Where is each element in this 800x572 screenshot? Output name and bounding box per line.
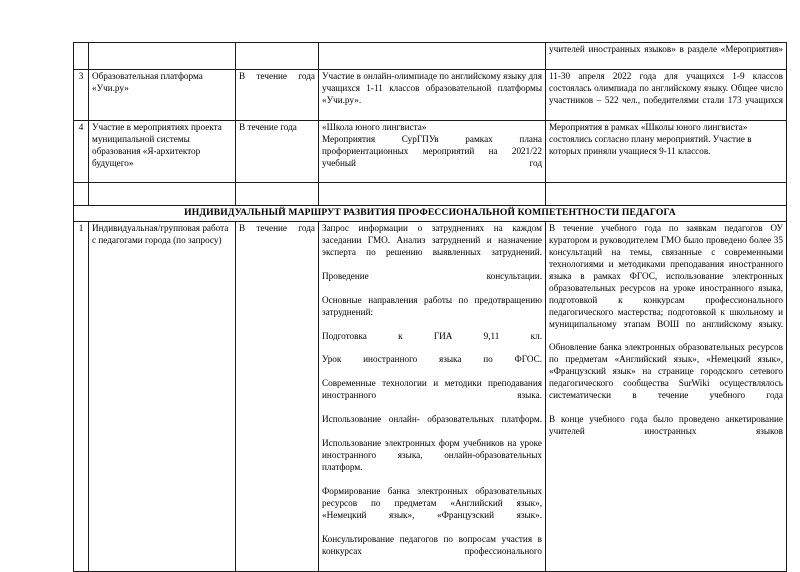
paragraph: Обновление банка электронных образовательных ресурсов по предметам «Английский язык», «Немецкий язык», «Французский язык» на странице городского сетевого педагогического сообщества SurWiki осуществлялось систематически в течение учебного года <box>549 342 783 401</box>
result-paragraph-list <box>549 223 783 450</box>
result-text: 11-30 апреля 2022 года для учащихся 1-9 классов состоялась олимпиада по английскому языку. Общее число участников – 522 чел., победителями стали 173 учащихся <box>549 70 783 105</box>
activity-cell <box>89 43 236 70</box>
table-row-continuation <box>74 43 787 70</box>
spacer-cell-description <box>319 183 546 206</box>
activity-text: Участие в мероприятиях проекта муниципальной системы образования «Я-архитектор будущего» <box>92 121 222 168</box>
result-text: Мероприятия в рамках «Школы юного лингвиста» состоялись согласно плану мероприятий. Участие в которых приняли учащиеся 9-11 классов. <box>549 121 752 156</box>
result-cell <box>546 221 787 571</box>
table-row <box>74 69 787 120</box>
timeframe-cell <box>236 43 319 70</box>
description-paragraph-list <box>322 223 542 570</box>
paragraph: Подготовка к ГИА 9,11 кл. <box>322 330 542 341</box>
row-number-cell <box>74 221 89 571</box>
paragraph: Основные направления работы по предотвращению затруднений: <box>322 294 542 317</box>
description-cell <box>319 221 546 571</box>
result-cell <box>546 120 787 183</box>
activity-text: Образовательная платформа «Учи.ру» <box>92 70 203 93</box>
activity-text: Индивидуальная/групповая работа с педагогами города (по запросу) <box>92 222 229 245</box>
paragraph: Урок иностранного языка по ФГОС. <box>322 354 542 365</box>
paragraph: Современные технологии и методики преподавания иностранного языка. <box>322 378 542 401</box>
description-text: Участие в онлайн-олимпиаде по английскому языку для учащихся 1-11 классов образовательной платформы «Учи.ру». <box>322 70 542 105</box>
section-heading-cell <box>74 206 787 221</box>
paragraph: Проведение консультации. <box>322 270 542 281</box>
timeframe-text: В течение года <box>239 70 315 81</box>
paragraph: Формирование банка электронных образовательных ресурсов по предметам «Английский язык», «Немецкий язык», «Французский язык». <box>322 485 542 520</box>
description-text-line-1: «Школа юного лингвиста» <box>322 121 427 132</box>
activities-table <box>73 42 787 572</box>
activity-cell <box>89 69 236 120</box>
paragraph: Запрос информации о затруднениях на каждом заседании ГМО. Анализ затруднений и назначение эксперта по решению выявленных затруднений. <box>322 222 542 257</box>
row-number-cell <box>74 120 89 183</box>
table-viewport <box>73 42 786 556</box>
spacer-cell-activity <box>89 183 236 206</box>
section-heading-text: ИНДИВИДУАЛЬНЫЙ МАРШРУТ РАЗВИТИЯ ПРОФЕССИОНАЛЬНОЙ КОМПЕТЕНТНОСТИ ПЕДАГОГА <box>184 207 676 219</box>
description-cell <box>319 69 546 120</box>
table-row-spacer <box>74 183 787 206</box>
paragraph: В течение учебного года по заявкам педагогов ОУ куратором и руководителем ГМО было проведено более 35 консультаций на темы, связанные с современными технологиями и методиками преподавания иностранного языка в рамках ФГОС, использование электронных образовательных ресурсов на уроке иностранного языка, подготовкой к конкурсам профессионального педагогического мастерства; подготовкой к школьному и муниципальному этапам ВОШ по английскому языку. <box>549 222 783 329</box>
result-cell <box>546 43 787 70</box>
row-number-cell <box>74 69 89 120</box>
activity-cell <box>89 221 236 571</box>
row-number: 3 <box>78 70 84 81</box>
table-row-section-heading <box>74 206 787 221</box>
description-text-line-2: Мероприятия СурГПУв рамках плана профориентационных мероприятий на 2021/22 учебный год <box>322 133 542 168</box>
result-cell <box>546 69 787 120</box>
paragraph: В конце учебного года было проведено анкетирование учителей иностранных языков <box>549 414 783 437</box>
spacer-cell-result <box>546 183 787 206</box>
timeframe-cell <box>236 120 319 183</box>
timeframe-cell <box>236 221 319 571</box>
paragraph: Консультирование педагогов по вопросам участия в конкурсах профессионального <box>322 533 542 556</box>
row-number: 4 <box>78 121 84 132</box>
spacer-cell-num <box>74 183 89 206</box>
timeframe-text: В течение года <box>239 121 297 132</box>
timeframe-text: В течение года <box>239 222 315 233</box>
paragraph: Использование электронных форм учебников на уроке иностранного языка, онлайн-образовательных платформ. <box>322 438 542 473</box>
table-row <box>74 221 787 571</box>
description-cell <box>319 43 546 70</box>
result-text: учителей иностранных языков» в разделе «Мероприятия» <box>549 44 783 54</box>
description-cell <box>319 120 546 183</box>
timeframe-cell <box>236 69 319 120</box>
spacer-cell-timeframe <box>236 183 319 206</box>
row-number-cell <box>74 43 89 70</box>
table-row <box>74 120 787 183</box>
paragraph: Использование онлайн- образовательных платформ. <box>322 414 542 425</box>
activity-cell <box>89 120 236 183</box>
row-number: 1 <box>78 222 84 233</box>
